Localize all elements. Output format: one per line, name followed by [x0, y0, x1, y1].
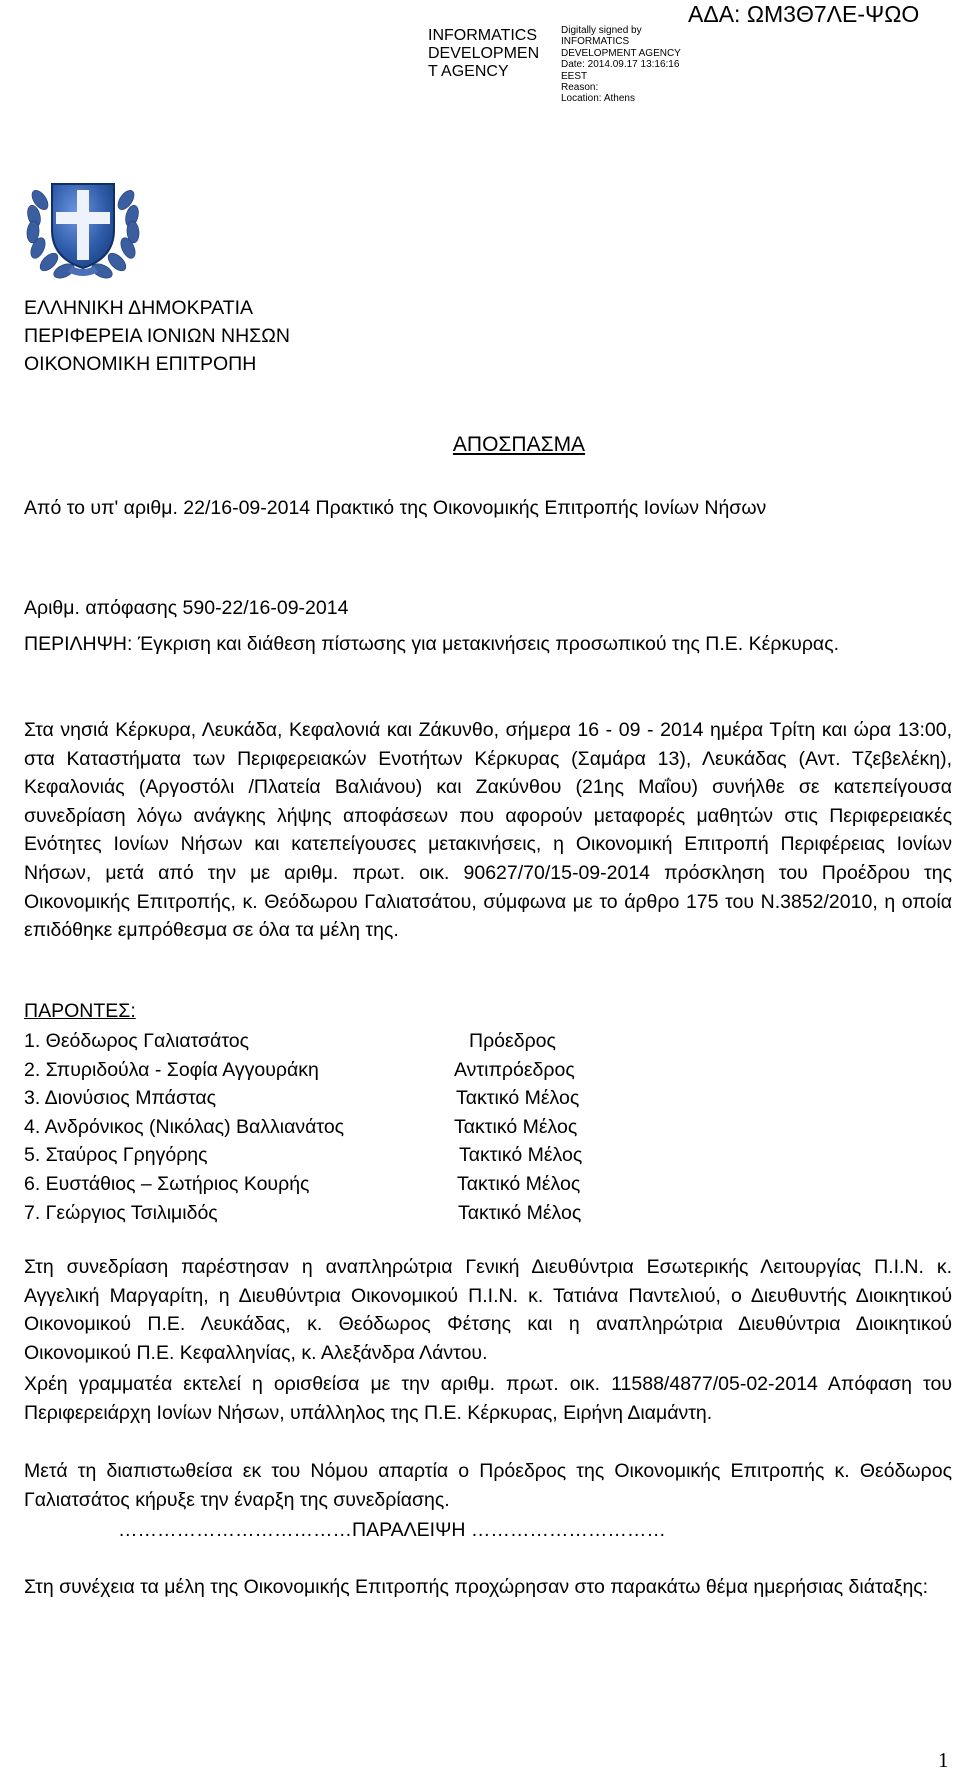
greek-emblem-icon: [22, 170, 144, 282]
signature-detail-line: DEVELOPMENT AGENCY: [561, 47, 681, 59]
agenda-paragraph: [24, 1573, 952, 1602]
decision-number-text: Αριθμ. απόφασης 590-22/16-09-2014: [24, 597, 349, 619]
member-role: Τακτικό Μέλος: [458, 1201, 582, 1224]
member-name: 6. Ευστάθιος – Σωτήριος Κουρής: [24, 1172, 310, 1195]
signature-detail-line: INFORMATICS: [561, 36, 630, 48]
meeting-paragraph-text: Στα νησιά Κέρκυρα, Λευκάδα, Κεφαλονιά και Ζάκυνθο, σήμερα 16 - 09 - 2014 ημέρα Τρίτη και ώρα 13:00, στα Καταστήματα των Περιφερειακών Ενοτήτων Κέρκυρας (Σαμάρα 13), Λευκάδας (Αντ. Τζεβελέκη), Κεφαλονιάς (Αργοστόλι /Πλατεία Βαλιάνου) και Ζακύνθου (21ης Μαΐου) συνήλθε σε κατεπείγουσα συνεδρίαση λόγω ανάγκης λήψης αποφάσεων που αφορούν μεταφορές μαθητών στις Περιφερειακές Ενότητες Ιονίων Νήσων και κατεπείγουσες μετακινήσεις, η Οικονομική Επιτροπή Περιφέρειας Ιονίων Νήσων, μετά από την με αριθμ. πρωτ. οικ. 90627/70/15-09-2014 πρόσκληση του Προέδρου της Οικονομικής Επιτροπής, κ. Θεόδωρου Γαλιατσάτου, σύμφωνα με το άρθρο 175 του Ν.3852/2010, η οποία επιδόθηκε εμπρόθεσμα σε όλα τα μέλη της.: [24, 719, 952, 942]
header-line: ΟΙΚΟΝΟΜΙΚΗ ΕΠΙΤΡΟΠΗ: [24, 353, 257, 375]
signature-detail-line: EEST: [561, 70, 588, 82]
signature-name: [428, 27, 539, 81]
signature-detail-line: Date: 2014.09.17 13:16:16: [561, 59, 680, 71]
secretary-paragraph: [24, 1370, 952, 1427]
signature-detail-line: Digitally signed by: [561, 25, 642, 36]
summary-text: Έγκριση και διάθεση πίστωσης για μετακινήσεις προσωπικού της Π.Ε. Κέρκυρας.: [137, 633, 840, 655]
header-line: ΠΕΡΙΦΕΡΕΙΑ ΙΟΝΙΩΝ ΝΗΣΩΝ: [24, 325, 290, 347]
member-name: 2. Σπυριδούλα - Σοφία Αγγουράκη: [24, 1058, 319, 1081]
member-role: Τακτικό Μέλος: [457, 1172, 581, 1195]
signature-detail-line: Location: Athens: [561, 93, 635, 105]
quorum-paragraph-text: Μετά τη διαπιστωθείσα εκ του Νόμου απαρτία ο Πρόεδρος της Οικονομικής Επιτροπής κ. Θεόδωρος Γαλιατσάτος κήρυξε την έναρξη της συνεδρίασης.: [24, 1460, 952, 1511]
attendees-paragraph-text: Στη συνεδρίαση παρέστησαν η αναπληρώτρια Γενική Διευθύντρια Εσωτερικής Λειτουργίας Π.Ι.Ν. κ. Αγγελική Μαργαρίτη, η Διευθύντρια Οικονομικού Π.Ι.Ν. κ. Τατιάνα Παντελιού, ο Διευθυντής Διοικητικού Οικονομικού Π.Ε. Λευκάδας, κ. Θεόδωρος Φέτσης και η αναπληρώτρια Διευθύντρια Διοικητικού Οικονομικού Π.Ε. Κεφαλληνίας, κ. Αλεξάνδρα Λάντου.: [24, 1256, 952, 1364]
meeting-paragraph: [24, 716, 952, 945]
secretary-paragraph-text: Χρέη γραμματέα εκτελεί η ορισθείσα με την αριθμ. πρωτ. οικ. 11588/4877/05-02-2014 Απόφαση του Περιφερειάρχη Ιονίων Νήσων, υπάλληλος της Π.Ε. Κέρκυρας, Ειρήνη Διαμάντη.: [24, 1373, 952, 1424]
page-number: 1: [938, 1748, 949, 1772]
attendees-paragraph: [24, 1253, 952, 1367]
member-role: Πρόεδρος: [469, 1030, 556, 1052]
minutes-reference: [24, 494, 952, 523]
signature-detail-line: Reason:: [561, 82, 599, 94]
quorum-paragraph: [24, 1457, 952, 1514]
header-line: ΕΛΛΗΝΙΚΗ ΔΗΜΟΚΡΑΤΙΑ: [24, 297, 254, 319]
summary: [24, 630, 952, 659]
member-role: Τακτικό Μέλος: [456, 1087, 580, 1110]
document-heading: ΑΠΟΣΠΑΣΜΑ: [452, 433, 586, 456]
summary-label: ΠΕΡΙΛΗΨΗ:: [24, 633, 133, 655]
signature-details: [561, 25, 681, 105]
member-name: 4. Ανδρόνικος (Νικόλας) Βαλλιανάτος: [24, 1115, 345, 1138]
minutes-reference-text: Από το υπ' αριθμ. 22/16-09-2014 Πρακτικό της Οικονομικής Επιτροπής Ιονίων Νήσων: [24, 497, 767, 519]
signature-name-line: DEVELOPMEN: [428, 45, 540, 62]
member-name: 3. Διονύσιος Μπάστας: [24, 1087, 217, 1110]
ada-code: ΑΔΑ: ΩΜ3Θ7ΛΕ-ΨΩΟ: [688, 1, 920, 27]
member-role: Αντιπρόεδρος: [454, 1058, 575, 1081]
omission-marker: ………………………………ΠΑΡΑΛΕΙΨΗ …………………………: [118, 1519, 666, 1541]
member-name: 7. Γεώργιος Τσιλιμιδός: [24, 1201, 218, 1224]
signature-name-line: INFORMATICS: [428, 27, 538, 44]
decision-number: [24, 594, 952, 623]
present-title: ΠΑΡΟΝΤΕΣ:: [24, 1000, 136, 1022]
signature-name-line: T AGENCY: [428, 63, 509, 80]
member-name: 5. Σταύρος Γρηγόρης: [24, 1144, 208, 1167]
agenda-paragraph-text: Στη συνέχεια τα μέλη της Οικονομικής Επιτροπής προχώρησαν στο παρακάτω θέμα ημερήσιας διάταξης:: [24, 1576, 929, 1598]
issuer-header: [24, 294, 290, 378]
member-name: 1. Θεόδωρος Γαλιατσάτος: [24, 1030, 249, 1052]
member-role: Τακτικό Μέλος: [454, 1115, 578, 1138]
member-role: Τακτικό Μέλος: [459, 1144, 583, 1167]
